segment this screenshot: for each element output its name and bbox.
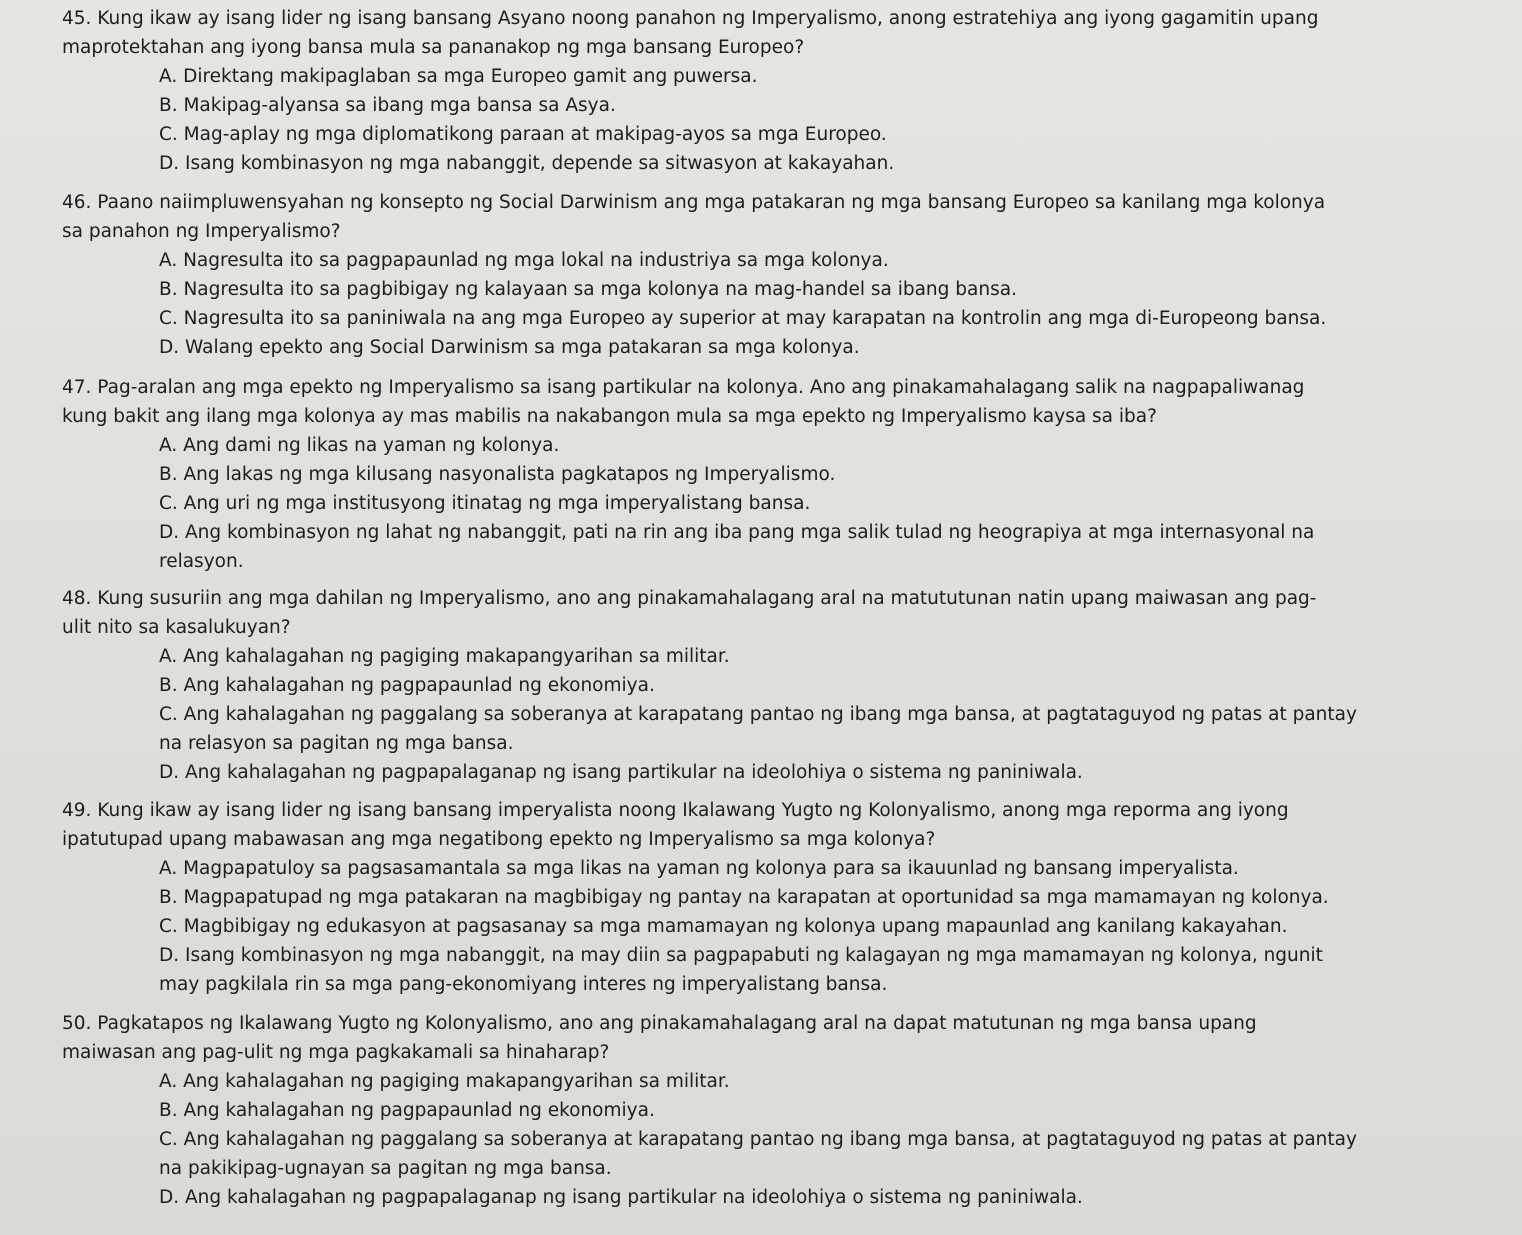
- option-a: A. Ang dami ng likas na yaman ng kolonya.: [159, 435, 560, 456]
- question-text: 49. Kung ikaw ay isang lider ng isang bansang imperyalista noong Ikalawang Yugto ng Kolonyalismo, anong mga reporma ang iyong: [62, 800, 1289, 821]
- question-text: maiwasan ang pag-ulit ng mga pagkakamali sa hinaharap?: [62, 1042, 610, 1063]
- option-a: A. Direktang makipaglaban sa mga Europeo gamit ang puwersa.: [159, 66, 758, 87]
- option-c: C. Mag-aplay ng mga diplomatikong paraan at makipag-ayos sa mga Europeo.: [159, 124, 887, 145]
- question-46: [62, 188, 1512, 362]
- question-text: ipatutupad upang mabawasan ang mga negatibong epekto ng Imperyalismo sa mga kolonya?: [62, 829, 936, 850]
- option-c: C. Magbibigay ng edukasyon at pagsasanay sa mga mamamayan ng kolonya upang mapaunlad ang kanilang kakayahan.: [159, 916, 1288, 937]
- option-c: [62, 700, 1512, 758]
- option-a: A. Magpapatuloy sa pagsasamantala sa mga likas na yaman ng kolonya para sa ikauunlad ng bansang imperyalista.: [159, 858, 1239, 879]
- option-c-line-1: C. Ang kahalagahan ng paggalang sa soberanya at karapatang pantao ng ibang mga bansa, at pagtataguyod ng patas at pantay: [159, 704, 1357, 725]
- question-50: [62, 1009, 1512, 1212]
- question-text: 50. Pagkatapos ng Ikalawang Yugto ng Kolonyalismo, ano ang pinakamahalagang aral na dapat matutunan ng mga bansa upang: [62, 1013, 1257, 1034]
- question-45: [62, 4, 1512, 178]
- option-c-line-2: na relasyon sa pagitan ng mga bansa.: [159, 733, 514, 754]
- question-48: [62, 584, 1512, 787]
- question-47: [62, 373, 1512, 576]
- question-text: 48. Kung susuriin ang mga dahilan ng Imperyalismo, ano ang pinakamahalagang aral na matututunan natin upang maiwasan ang pag-: [62, 588, 1317, 609]
- option-d: D. Ang kahalagahan ng pagpapalaganap ng isang partikular na ideolohiya o sistema ng paniniwala.: [159, 1187, 1083, 1208]
- option-d: [62, 941, 1512, 999]
- option-d-line-2: may pagkilala rin sa mga pang-ekonomiyang interes ng imperyalistang bansa.: [159, 974, 888, 995]
- question-49: [62, 796, 1512, 999]
- option-c-line-2: na pakikipag-ugnayan sa pagitan ng mga bansa.: [159, 1158, 612, 1179]
- option-d-line-1: D. Isang kombinasyon ng mga nabanggit, na may diin sa pagpapabuti ng kalagayan ng mga mamamayan ng kolonya, ngunit: [159, 945, 1323, 966]
- option-d-line-2: relasyon.: [159, 551, 244, 572]
- question-text: 46. Paano naiimpluwensyahan ng konsepto ng Social Darwinism ang mga patakaran ng mga bansang Europeo sa kanilang mga kolonya: [62, 192, 1326, 213]
- option-a: A. Ang kahalagahan ng pagiging makapangyarihan sa militar.: [159, 646, 730, 667]
- option-b: B. Makipag-alyansa sa ibang mga bansa sa Asya.: [159, 95, 616, 116]
- option-b: B. Ang kahalagahan ng pagpapaunlad ng ekonomiya.: [159, 675, 655, 696]
- option-d-line-1: D. Ang kombinasyon ng lahat ng nabanggit, pati na rin ang iba pang mga salik tulad ng heograpiya at mga internasyonal na: [159, 522, 1315, 543]
- option-d: [62, 518, 1512, 576]
- question-text: ulit nito sa kasalukuyan?: [62, 617, 291, 638]
- option-c: [62, 1125, 1512, 1183]
- question-text: 45. Kung ikaw ay isang lider ng isang bansang Asyano noong panahon ng Imperyalismo, anong estratehiya ang iyong gagamitin upang: [62, 8, 1319, 29]
- question-text: sa panahon ng Imperyalismo?: [62, 221, 341, 242]
- option-d: D. Isang kombinasyon ng mga nabanggit, depende sa sitwasyon at kakayahan.: [159, 153, 895, 174]
- option-a: A. Nagresulta ito sa pagpapaunlad ng mga lokal na industriya sa mga kolonya.: [159, 250, 889, 271]
- option-d: D. Walang epekto ang Social Darwinism sa mga patakaran sa mga kolonya.: [159, 337, 860, 358]
- question-text: 47. Pag-aralan ang mga epekto ng Imperyalismo sa isang partikular na kolonya. Ano ang pinakamahalagang salik na nagpapaliwanag: [62, 377, 1305, 398]
- option-d: D. Ang kahalagahan ng pagpapalaganap ng isang partikular na ideolohiya o sistema ng paniniwala.: [159, 762, 1083, 783]
- option-b: B. Ang lakas ng mga kilusang nasyonalista pagkatapos ng Imperyalismo.: [159, 464, 836, 485]
- question-text: kung bakit ang ilang mga kolonya ay mas mabilis na nakabangon mula sa mga epekto ng Imperyalismo kaysa sa iba?: [62, 406, 1157, 427]
- question-text: maprotektahan ang iyong bansa mula sa pananakop ng mga bansang Europeo?: [62, 37, 805, 58]
- option-a: A. Ang kahalagahan ng pagiging makapangyarihan sa militar.: [159, 1071, 730, 1092]
- option-b: B. Ang kahalagahan ng pagpapaunlad ng ekonomiya.: [159, 1100, 655, 1121]
- option-c-line-1: C. Ang kahalagahan ng paggalang sa soberanya at karapatang pantao ng ibang mga bansa, at pagtataguyod ng patas at pantay: [159, 1129, 1357, 1150]
- option-b: B. Magpapatupad ng mga patakaran na magbibigay ng pantay na karapatan at oportunidad sa mga mamamayan ng kolonya.: [159, 887, 1329, 908]
- option-b: B. Nagresulta ito sa pagbibigay ng kalayaan sa mga kolonya na mag-handel sa ibang bansa.: [159, 279, 1017, 300]
- option-c: C. Nagresulta ito sa paniniwala na ang mga Europeo ay superior at may karapatan na kontrolin ang mga di-Europeong bansa.: [159, 308, 1327, 329]
- option-c: C. Ang uri ng mga institusyong itinatag ng mga imperyalistang bansa.: [159, 493, 811, 514]
